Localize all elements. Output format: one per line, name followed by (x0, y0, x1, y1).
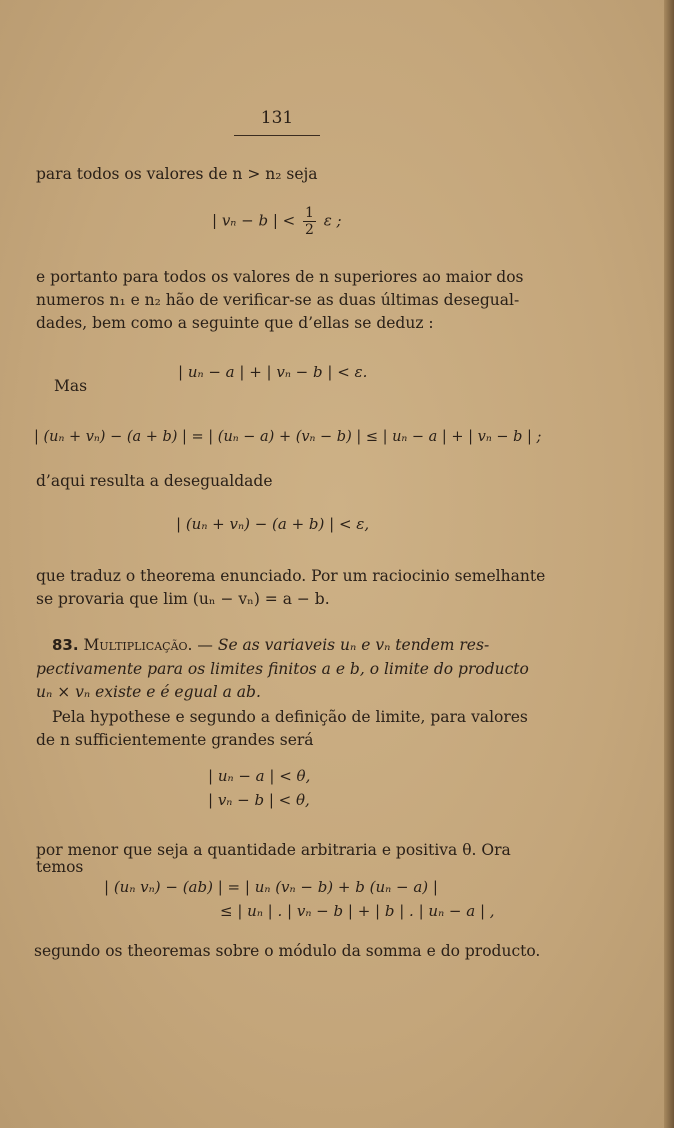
formula-5: | uₙ − a | < θ, (208, 767, 311, 785)
formula-7: | (uₙ vₙ) − (ab) | = | uₙ (vₙ − b) + b (uₙ − a) | (104, 878, 438, 896)
formula-3: | (uₙ + vₙ) − (a + b) | = | (uₙ − a) + (vₙ − b) | ≤ | uₙ − a | + | vₙ − b | ; (34, 429, 542, 445)
text-line: dades, bem como a seguinte que d’ellas se deduz : (36, 314, 434, 332)
text-line-mas: Mas (54, 377, 88, 395)
theorem-line-3 (36, 682, 261, 702)
text-line: se provaria que lim (uₙ − vₙ) = a − b. (36, 590, 330, 608)
formula-4: | (uₙ + vₙ) − (a + b) | < ε, (176, 515, 370, 533)
formula-6: | vₙ − b | < θ, (208, 791, 310, 809)
text-line: temos (36, 858, 84, 876)
formula-8: ≤ | uₙ | . | vₙ − b | + | b | . | uₙ − a | , (220, 902, 495, 920)
fraction-one-half (303, 205, 316, 238)
page-edge (664, 0, 674, 1128)
text-line: para todos os valores de n > n₂ seja (36, 165, 318, 183)
theorem-line-1: Se as variaveis uₙ e vₙ tendem res- (217, 636, 490, 654)
text-line: segundo os theoremas sobre o módulo da somma e do producto. (34, 942, 541, 960)
text-line: de n sufficientemente grandes será (36, 731, 314, 749)
page-number: 131 (260, 108, 294, 128)
section-number: 83. (52, 636, 79, 654)
text-line: que traduz o theorema enunciado. Por um raciocinio semelhante (36, 567, 546, 585)
text-line: d’aqui resulta a desegualdade (36, 472, 273, 490)
section-83-header (52, 635, 489, 655)
theorem-text: pectivamente para os limites finitos a e b, o limite do producto (36, 660, 529, 678)
section-title: Multiplicação. (83, 636, 193, 654)
formula-1-right: ε ; (323, 211, 342, 230)
formula-1 (212, 205, 342, 238)
text-line: por menor que seja a quantidade arbitraria e positiva θ. Ora (36, 841, 511, 859)
theorem-line-2 (36, 659, 529, 679)
fraction-numerator: 1 (305, 205, 314, 221)
text-line: numeros n₁ e n₂ hão de verificar-se as duas últimas desegual- (36, 291, 520, 309)
page-number-rule (234, 135, 320, 136)
section-dash: — (192, 636, 218, 654)
text-line: e portanto para todos os valores de n superiores ao maior dos (36, 268, 524, 286)
formula-1-left: | vₙ − b | < (212, 211, 296, 230)
text-line: Pela hypothese e segundo a definição de limite, para valores (52, 708, 528, 726)
formula-2: | uₙ − a | + | vₙ − b | < ε. (178, 363, 368, 381)
fraction-denominator: 2 (305, 222, 314, 238)
theorem-text: uₙ × vₙ existe e é egual a ab. (36, 683, 261, 701)
